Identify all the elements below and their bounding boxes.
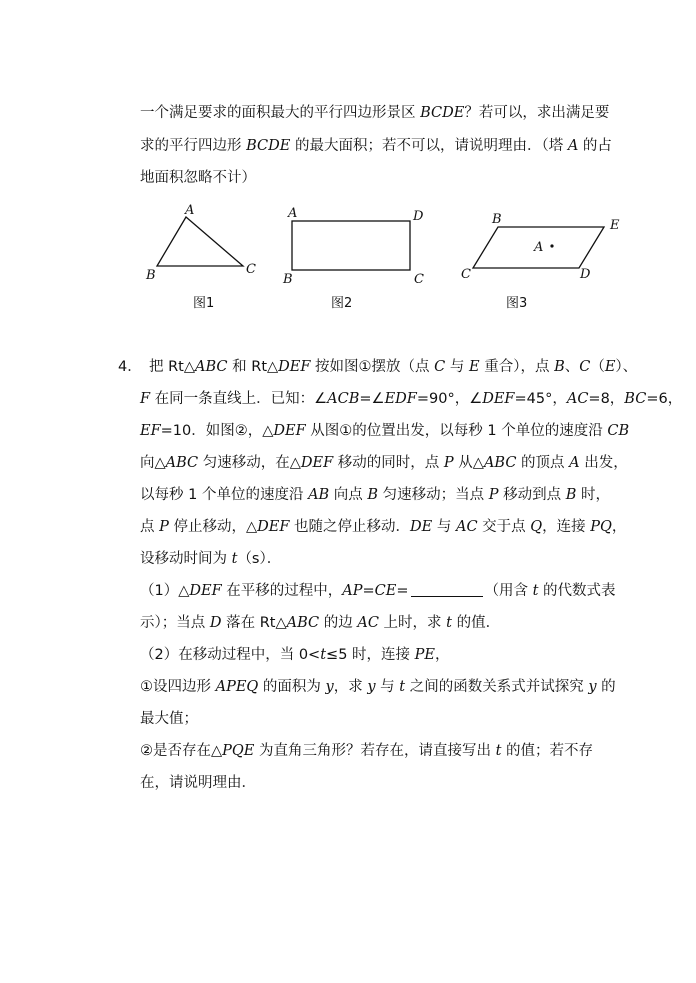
text: t	[446, 615, 452, 631]
text: 以每秒 1 个单位的速度沿	[140, 487, 309, 503]
text: AC	[566, 391, 589, 407]
text: 重合），点	[479, 359, 555, 375]
text: C	[579, 359, 591, 375]
text: BC	[624, 391, 647, 407]
fig2-caption: 图2	[331, 296, 353, 311]
text: 在，请说明理由．	[140, 775, 256, 791]
text: A	[567, 138, 579, 154]
text: 的顶点	[516, 455, 570, 471]
text: P	[443, 455, 454, 471]
text: P	[488, 487, 499, 503]
text: 的最大面积；若不可以，请说明理由．（塔	[290, 138, 568, 154]
q4-sub1-line-2	[140, 613, 500, 633]
q4-line-6	[140, 517, 626, 537]
text: 也随之停止移动．	[289, 519, 411, 535]
text: t	[231, 551, 238, 567]
text: BCDE	[246, 138, 291, 154]
text: ABC	[286, 615, 320, 631]
text: AP	[342, 583, 363, 599]
fig2-label-a: A	[288, 206, 298, 221]
fig1-label-c: C	[246, 262, 256, 277]
text: DEF	[189, 583, 222, 599]
text: PQE	[222, 743, 255, 759]
text: 的值．	[451, 615, 501, 631]
text: P	[159, 519, 169, 535]
text: ，求	[333, 679, 368, 695]
text: 之间的函数关系式并试探究	[405, 679, 589, 695]
text: 的占	[578, 138, 612, 154]
text: （	[590, 359, 605, 375]
q4-line-3	[140, 421, 629, 441]
text: 交于点	[477, 519, 531, 535]
text: B	[554, 359, 565, 375]
text: 点	[140, 519, 160, 535]
fig3-label-d: D	[580, 267, 591, 282]
text: 把 Rt△	[149, 359, 196, 375]
text: APEQ	[215, 679, 259, 695]
text: ，	[611, 519, 627, 535]
text: ABC	[483, 455, 517, 471]
text: BCDE	[420, 105, 465, 121]
text: =6，	[646, 391, 683, 407]
intro-line-3: 地面积忽略不计）	[140, 170, 256, 186]
fig3-point-a	[550, 244, 553, 247]
text: AB	[308, 487, 330, 503]
answer-blank[interactable]	[411, 582, 483, 597]
text: ACB	[327, 391, 360, 407]
text: 从图①的位置出发，以每秒 1 个单位的速度沿	[305, 423, 608, 439]
fig2-rectangle	[292, 221, 410, 270]
fig3-label-c: C	[461, 267, 471, 282]
text: 、	[564, 359, 580, 375]
text: 匀速移动，在△	[198, 455, 301, 471]
text: DE	[410, 519, 433, 535]
text: 为直角三角形？若存在，请直接写出	[254, 743, 496, 759]
text: 的值；若不存	[501, 743, 594, 759]
text: 上时，求	[378, 615, 447, 631]
text: y	[367, 679, 376, 695]
text: 移动到点	[498, 487, 566, 503]
q4-sub2b-line-1	[140, 741, 593, 761]
text: 落在 Rt△	[221, 615, 287, 631]
text: =8，	[588, 391, 625, 407]
q4-sub2a-line-1	[140, 677, 616, 697]
text: C	[434, 359, 446, 375]
text: =	[362, 583, 375, 599]
text: t	[320, 647, 327, 663]
text: ABC	[195, 359, 228, 375]
text: A	[569, 455, 580, 471]
text: =	[396, 583, 409, 599]
q4-number: 4．	[118, 359, 142, 375]
text: 和 Rt△	[227, 359, 279, 375]
text: D	[209, 615, 222, 631]
q4-line-2	[140, 389, 682, 409]
text: 与	[445, 359, 469, 375]
text: CE	[374, 583, 397, 599]
text: ①设四边形	[140, 679, 216, 695]
text: 的代数式表	[538, 583, 616, 599]
text: t	[399, 679, 406, 695]
text: PQ	[590, 519, 612, 535]
text: ABC	[165, 455, 199, 471]
fig2-label-c: C	[414, 272, 424, 287]
q4-line-1	[149, 357, 637, 377]
text: =10．如图②，△	[160, 423, 274, 439]
text: y	[325, 679, 334, 695]
text: 与	[375, 679, 400, 695]
text: ≤5 时，连接	[326, 647, 415, 663]
text: ，	[434, 647, 450, 663]
text: AC	[357, 615, 379, 631]
text: ②是否存在△	[140, 743, 223, 759]
text: ，连接	[542, 519, 591, 535]
text: 从△	[453, 455, 484, 471]
fig2-label-b: B	[283, 272, 293, 287]
fig3-label-a: A	[534, 240, 544, 255]
fig3-caption: 图3	[506, 296, 528, 311]
q4-sub2a-line-2	[140, 709, 198, 729]
fig1-caption: 图1	[193, 296, 215, 311]
text: 的面积为	[258, 679, 326, 695]
text: 停止移动，△	[168, 519, 258, 535]
fig2-label-d: D	[413, 209, 424, 224]
text: 示）；当点	[140, 615, 210, 631]
fig1-label-a: A	[185, 203, 195, 218]
q4-sub2b-line-2	[140, 773, 256, 793]
text: （s）．	[237, 551, 282, 567]
text: E	[469, 359, 480, 375]
text: 时，	[576, 487, 611, 503]
fig1-triangle	[157, 217, 243, 266]
text: DEF	[257, 519, 290, 535]
q4-line-5	[140, 485, 610, 505]
text: 在同一条直线上．已知：∠	[150, 391, 328, 407]
fig1-label-b: B	[146, 268, 156, 283]
text: E	[604, 359, 616, 375]
text: AC	[455, 519, 478, 535]
text: 移动的同时，点	[333, 455, 444, 471]
text: 的	[596, 679, 616, 695]
text: 求的平行四边形	[140, 138, 247, 154]
text: DEF	[482, 391, 515, 407]
text: 匀速移动；当点	[378, 487, 489, 503]
text: DEF	[273, 423, 306, 439]
text: 出发，	[579, 455, 628, 471]
q4-line-4	[140, 453, 628, 473]
text: y	[588, 679, 597, 695]
q4-sub2-line	[140, 645, 449, 665]
text: =90°，∠	[416, 391, 483, 407]
text: 在平移的过程中，	[221, 583, 343, 599]
text: 向点	[329, 487, 368, 503]
text: F	[140, 391, 151, 407]
text: EF	[140, 423, 161, 439]
text: EDF	[384, 391, 417, 407]
text: t	[495, 743, 502, 759]
text: 按如图①摆放（点	[310, 359, 435, 375]
text: 最大值；	[140, 711, 198, 727]
text: =45°，	[514, 391, 567, 407]
text: （用含	[484, 583, 533, 599]
text: =∠	[359, 391, 385, 407]
text: （2）在移动过程中，当 0<	[140, 647, 321, 663]
text: t	[532, 583, 539, 599]
text: 与	[432, 519, 456, 535]
text: （1）△	[140, 583, 190, 599]
text: 设移动时间为	[140, 551, 232, 567]
q4-line-7	[140, 549, 281, 569]
text: ）、	[615, 359, 638, 375]
text: DEF	[300, 455, 334, 471]
text: B	[367, 487, 379, 503]
fig3-label-e: E	[610, 218, 620, 233]
text: ？若可以，求出满足要	[464, 105, 610, 121]
q4-sub1-line-1	[140, 581, 616, 601]
text: CB	[607, 423, 630, 439]
text: Q	[530, 519, 543, 535]
text: 一个满足要求的面积最大的平行四边形景区	[140, 105, 421, 121]
text: PE	[414, 647, 435, 663]
text: 的边	[319, 615, 358, 631]
fig3-label-b: B	[492, 212, 502, 227]
text: B	[565, 487, 577, 503]
text: DEF	[278, 359, 311, 375]
text: 向△	[140, 455, 166, 471]
